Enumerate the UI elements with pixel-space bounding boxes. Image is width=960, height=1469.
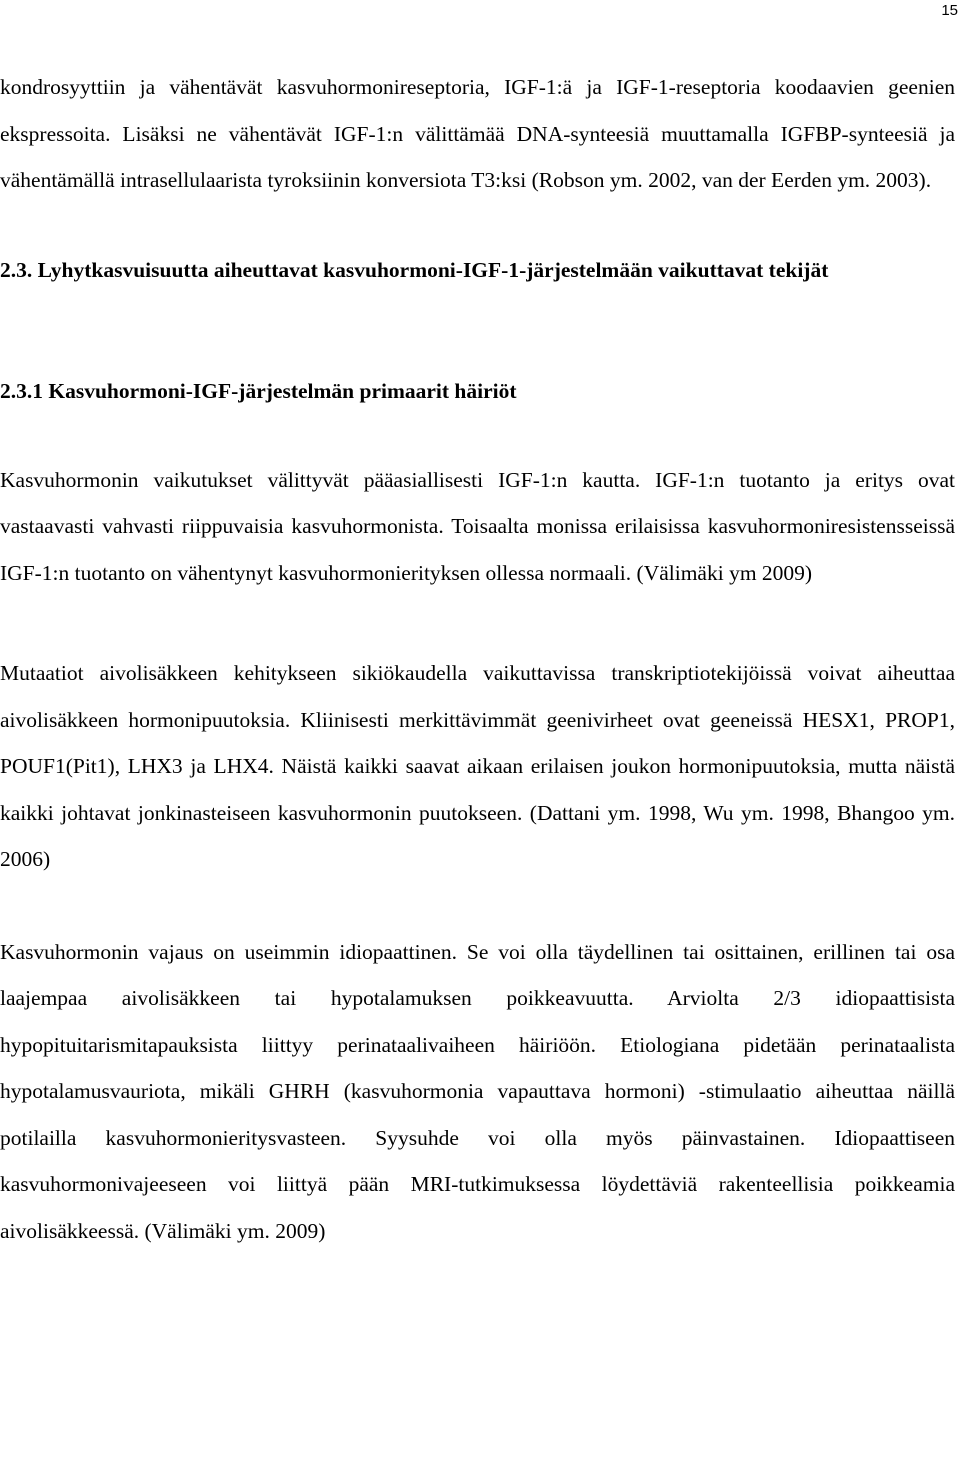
spacer (0, 883, 955, 929)
paragraph-idiopathic-deficiency: Kasvuhormonin vajaus on useimmin idiopaattinen. Se voi olla täydellinen tai osittainen, erillinen tai osa laajempaa aivolisäkkeen tai hypotalamuksen poikkeavuutta. Arviolta 2/3 idiopaattisista hypopituitarismitapauksista liittyy perinataalivaiheen häiriöön. Etiologiana pidetään perinataalista hypotalamusvauriota, mikäli GHRH (kasvuhormonia vapauttava hormoni) -stimulaatio aiheuttaa näillä potilailla kasvuhormonieritysvasteen. Syysuhde voi olla myös päinvastainen. Idiopaattiseen kasvuhormonivajeeseen voi liittyä pään MRI-tutkimuksessa löydettäviä rakenteellisia poikkeamia aivolisäkkeessä. (Välimäki ym. 2009) (0, 939, 955, 1243)
spacer (0, 415, 955, 457)
paragraph-mutations: Mutaatiot aivolisäkkeen kehitykseen sikiökaudella vaikuttavissa transkriptiotekijöissä voivat aiheuttaa aivolisäkkeen hormonipuutoksia. Kliinisesti merkittävimmät geenivirheet ovat geeneissä HESX1, PROP1, POUF1(Pit1), LHX3 ja LHX4. Näistä kaikki saavat aikaan erilaisen joukon hormonipuutoksia, mutta näistä kaikki johtavat jonkinasteiseen kasvuhormonin puutokseen. (Dattani ym. 1998, Wu ym. 1998, Bhangoo ym. 2006) (0, 661, 955, 871)
section-heading-2-3: 2.3. Lyhytkasvuisuutta aiheuttavat kasvuhormoni-IGF-1-järjestelmään vaikuttavat tekijät (0, 257, 829, 282)
page-number: 15 (941, 2, 958, 19)
subsection-heading-2-3-1: 2.3.1 Kasvuhormoni-IGF-järjestelmän primaarit häiriöt (0, 379, 517, 403)
spacer (0, 293, 955, 368)
paragraph-intro-continuation: kondrosyyttiin ja vähentävät kasvuhormonireseptoria, IGF-1:ä ja IGF-1-reseptoria koodaavien geenien ekspressoita. Lisäksi ne vähentävät IGF-1:n välittämää DNA-synteesiä muuttamalla IGFBP-synteesiä ja vähentämällä intrasellulaarista tyroksiinin konversiota T3:ksi (Robson ym. 2002, van der Eerden ym. 2003). (0, 75, 955, 192)
spacer (0, 596, 955, 650)
spacer (0, 204, 955, 247)
paragraph-growth-hormone-effects: Kasvuhormonin vaikutukset välittyvät pääasiallisesti IGF-1:n kautta. IGF-1:n tuotanto ja eritys ovat vastaavasti vahvasti riippuvaisia kasvuhormonista. Toisaalta monissa erilaisissa kasvuhormoniresistensseissä IGF-1:n tuotanto on vähentynyt kasvuhormonierityksen ollessa normaali. (Välimäki ym 2009) (0, 467, 955, 585)
document-body (0, 64, 955, 1254)
